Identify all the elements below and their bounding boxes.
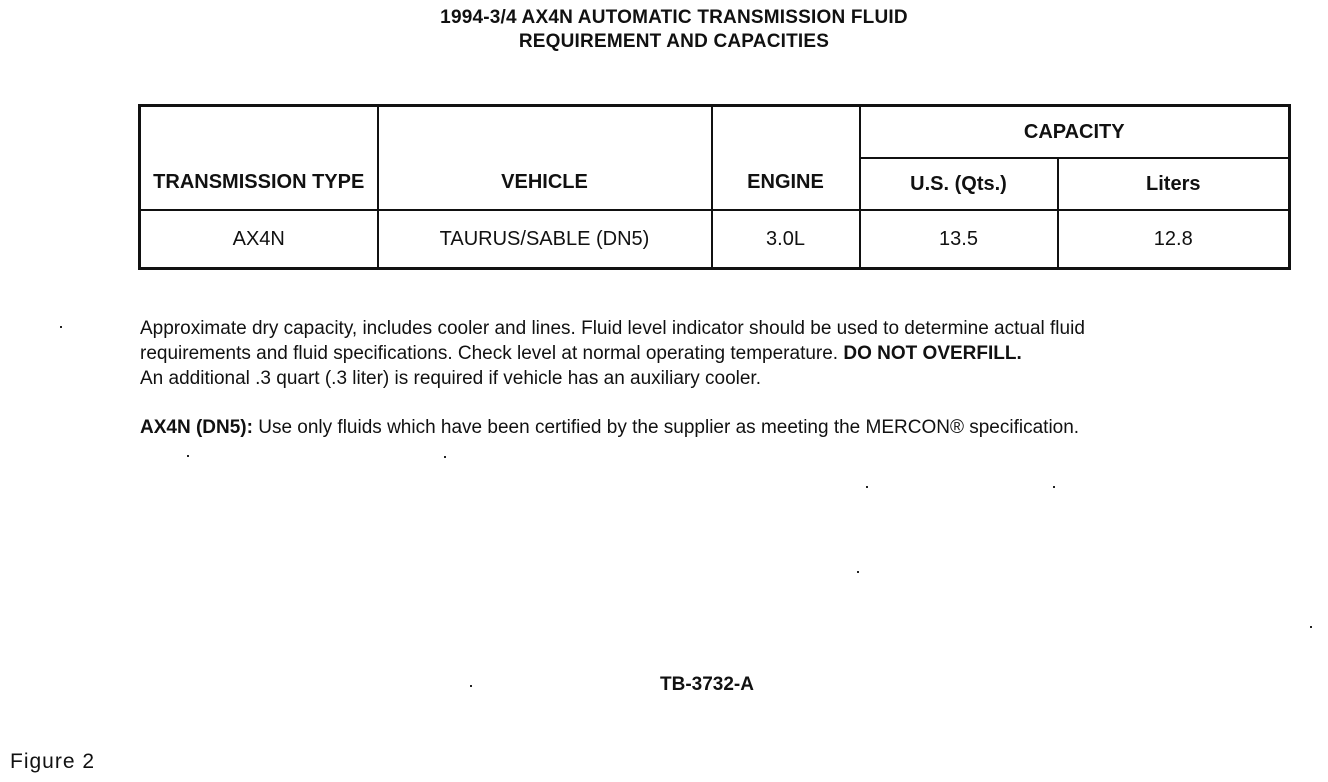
scan-speck [444, 456, 446, 458]
scan-speck [1310, 626, 1312, 628]
cell-transmission-type: AX4N [140, 210, 378, 269]
reference-code-text: TB-3732-A [660, 674, 754, 695]
title-line-1: 1994-3/4 AX4N AUTOMATIC TRANSMISSION FLUID [440, 7, 908, 28]
overfill-warning: DO NOT OVERFILL. [843, 343, 1022, 364]
header-liters: Liters [1058, 158, 1290, 210]
header-capacity: CAPACITY [860, 106, 1290, 159]
fluid-spec-note [140, 415, 1260, 440]
figure-label: Figure 2 [10, 750, 96, 773]
title-line-2: REQUIREMENT AND CAPACITIES [518, 31, 830, 52]
fluid-spec-label: AX4N (DN5): [140, 417, 253, 438]
header-transmission-type: TRANSMISSION TYPE [140, 106, 378, 211]
fluid-spec-text: Use only fluids which have been certified by the supplier as meeting the MERCON® specification. [252, 417, 1080, 438]
cell-us-qts: 13.5 [860, 210, 1058, 269]
reference-code [0, 674, 1328, 696]
note-line-2 [140, 341, 1260, 366]
note-line-1: Approximate dry capacity, includes cooler and lines. Fluid level indicator should be used to determine actual fluid [140, 318, 1085, 339]
header-engine: ENGINE [712, 106, 860, 211]
scan-speck [857, 571, 859, 573]
note-line-2-text: requirements and fluid specifications. Check level at normal operating temperature. [140, 343, 844, 364]
scan-speck [866, 486, 868, 488]
scan-speck [60, 326, 62, 328]
capacity-table [138, 104, 1291, 270]
cell-vehicle: TAURUS/SABLE (DN5) [378, 210, 712, 269]
header-us-qts: U.S. (Qts.) [860, 158, 1058, 210]
document-title [0, 6, 1328, 54]
notes-section [140, 316, 1260, 440]
note-line-3: An additional .3 quart (.3 liter) is required if vehicle has an auxiliary cooler. [140, 368, 761, 389]
scan-speck [1053, 486, 1055, 488]
scan-speck [187, 455, 189, 457]
table-row [140, 210, 1290, 269]
cell-engine: 3.0L [712, 210, 860, 269]
header-vehicle: VEHICLE [378, 106, 712, 211]
scan-speck [470, 685, 472, 687]
cell-liters: 12.8 [1058, 210, 1290, 269]
